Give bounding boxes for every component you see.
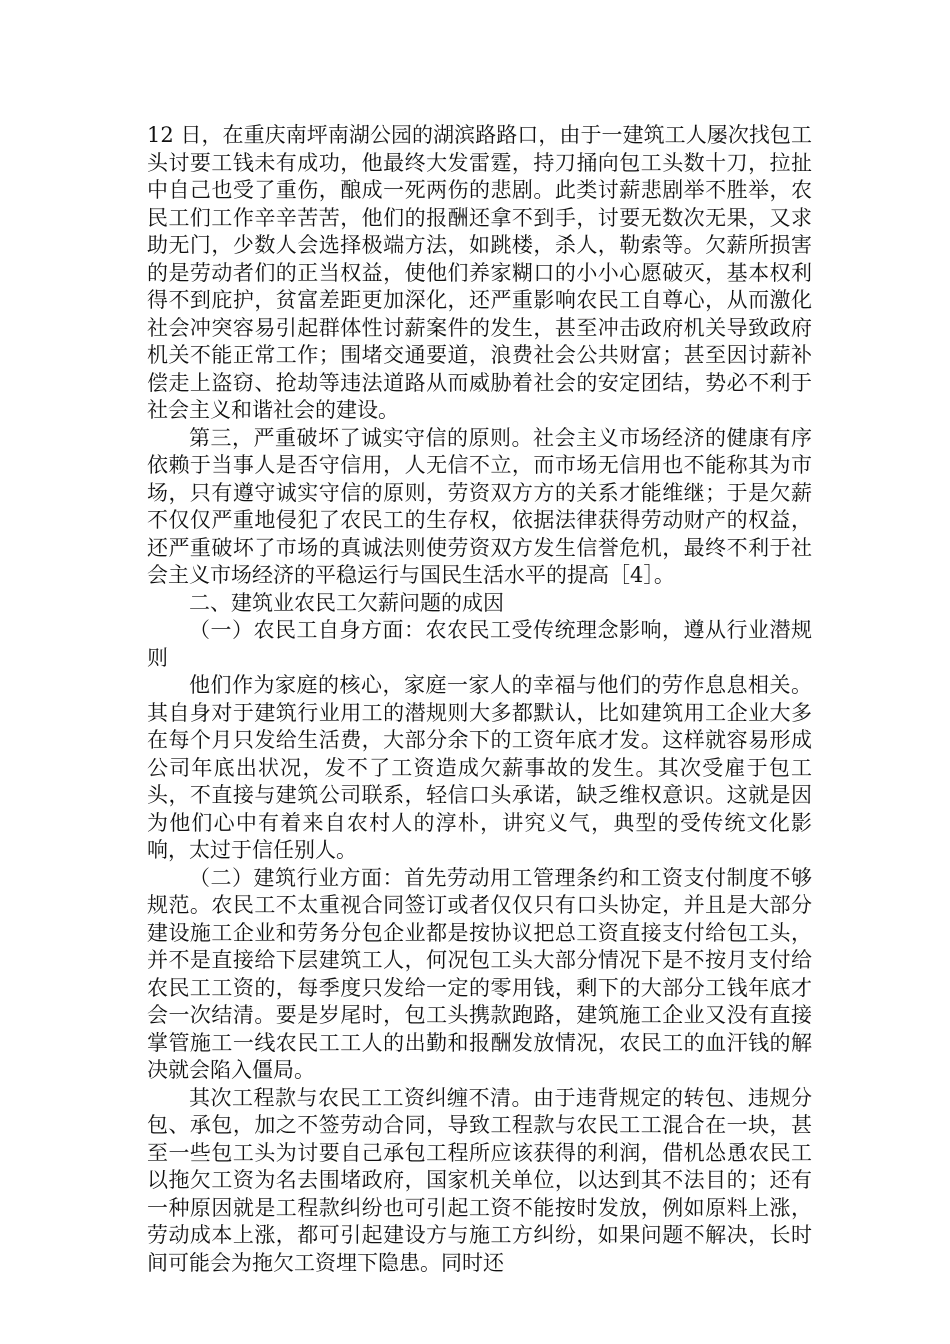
- paragraph-wage-tragedy: 12 日，在重庆南坪南湖公园的湖滨路路口，由于一建筑工人屡次找包工头讨要工钱未有成功，他最终大发雷霆，持刀捅向包工头数十刀，拉扯中自己也受了重伤，酿成一死两伤的悲剧。此类讨薪悲剧举不胜举，农民工们工作辛辛苦苦，他们的报酬还拿不到手，讨要无数次无果，又求助无门，少数人会选择极端方法，如跳楼，杀人，勒索等。欠薪所损害的是劳动者们的正当权益，使他们养家糊口的小小心愿破灭，基本权利得不到庇护，贫富差距更加深化，还严重影响农民工自尊心，从而激化社会冲突容易引起群体性讨薪案件的发生，甚至冲击政府机关导致政府机关不能正常工作；围堵交通要道，浪费社会公共财富；甚至因讨薪补偿走上盗窃、抢劫等违法道路从而威胁着社会的安定团结，势必不利于社会主义和谐社会的建设。: [147, 123, 812, 422]
- paragraph-integrity-principle: 第三，严重破坏了诚实守信的原则。社会主义市场经济的健康有序依赖于当事人是否守信用，人无信不立，而市场无信用也不能称其为市场，只有遵守诚实守信的原则，劳资双方方的关系才能维继；于是欠薪不仅仅严重地侵犯了农民工的生存权，依据法律获得劳动财产的权益，还严重破坏了市场的真诚法则使劳资双方发生信誉危机，最终不利于社会主义市场经济的平稳运行与国民生活水平的提高［4］。: [147, 425, 812, 587]
- paragraph-family-core: 他们作为家庭的核心，家庭一家人的幸福与他们的劳作息息相关。其自身对于建筑行业用工的潜规则大多都默认，比如建筑用工企业大多在每个月只发给生活费，大部分余下的工资年底才发。这样就容易形成公司年底出状况，发不了工资造成欠薪事故的发生。其次受雇于包工头，不直接与建筑公司联系，轻信口头承诺，缺乏维权意识。这就是因为他们心中有着来自农村人的淳朴，讲究义气，典型的受传统文化影响，太过于信任别人。: [147, 673, 812, 862]
- section-heading-causes: 二、建筑业农民工欠薪问题的成因: [189, 590, 504, 615]
- subsection-heading-workers: （一）农民工自身方面：农农民工受传统理念影响，遵从行业潜规则: [147, 618, 812, 670]
- paragraph-industry-side: （二）建筑行业方面：首先劳动用工管理条约和工资支付制度不够规范。农民工不太重视合同签订或者仅仅只有口头协定，并且是大部分建设施工企业和劳务分包企业都是按协议把总工资直接支付给包工头，并不是直接给下层建筑工人，何况包工头大部分情况下是不按月支付给农民工工资的，每季度只发给一定的零用钱，剩下的大部分工钱年底才会一次结清。要是岁尾时，包工头携款跑路，建筑施工企业又没有直接掌管施工一线农民工工人的出勤和报酬发放情况，农民工的血汗钱的解决就会陷入僵局。: [147, 865, 812, 1082]
- paragraph-project-payments: 其次工程款与农民工工资纠缠不清。由于违背规定的转包、违规分包、承包，加之不签劳动合同，导致工程款与农民工工混合在一块，甚至一些包工头为讨要自己承包工程所应该获得的利润，借机怂恿农民工以拖欠工资为名去围堵政府，国家机关单位，以达到其不法目的；还有一种原因就是工程款纠纷也可引起工资不能按时发放，例如原料上涨，劳动成本上涨，都可引起建设方与施工方纠纷，如果问题不解决，长时间可能会为拖欠工资埋下隐患。同时还: [147, 1085, 812, 1275]
- document-body: [147, 122, 812, 1277]
